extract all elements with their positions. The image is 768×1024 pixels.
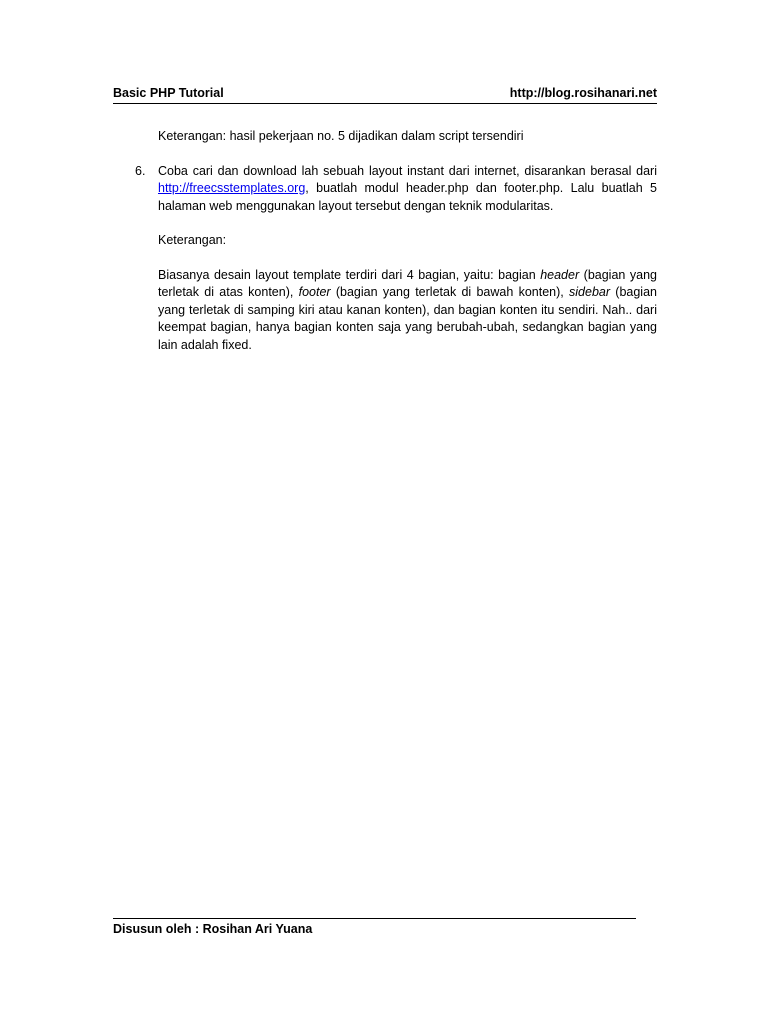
document-title: Basic PHP Tutorial <box>113 86 224 100</box>
header-url: http://blog.rosihanari.net <box>509 86 657 100</box>
freecsstemplates-link[interactable]: http://freecsstemplates.org <box>158 181 306 195</box>
item-number: 6. <box>135 163 146 178</box>
page-content <box>113 128 657 354</box>
item-text-start: Coba cari dan download lah sebuah layout instant dari internet, disarankan berasal dari <box>158 163 657 178</box>
note-text-1: Biasanya desain layout template terdiri dari 4 bagian, yaitu: bagian <box>158 267 541 282</box>
page-header <box>113 86 657 104</box>
term-sidebar: sidebar <box>569 285 611 299</box>
list-item-6 <box>113 163 657 216</box>
term-header: header <box>540 267 580 282</box>
footer-author: Disusun oleh : Rosihan Ari Yuana <box>113 922 313 936</box>
item-text-end: , buatlah modul header.php dan footer.php. Lalu buatlah 5 halaman web menggunakan layout tersebut dengan teknik modularitas. <box>158 181 657 213</box>
note-label: Keterangan: <box>158 233 227 247</box>
note-text-4: (bagian yang terletak di samping kiri atau kanan konten), dan bagian konten itu sendiri. Nah.. dari keempat bagian, hanya bagian konten saja yang berubah-ubah, sedangkan bagian yang lain adalah fixed. <box>158 285 657 352</box>
previous-note: Keterangan: hasil pekerjaan no. 5 dijadikan dalam script tersendiri <box>158 129 524 143</box>
note-paragraph <box>158 267 657 355</box>
item-text <box>158 163 657 216</box>
page-footer <box>113 918 636 936</box>
note-text-3: (bagian yang terletak di bawah konten), <box>330 285 570 299</box>
note-text-2: (bagian yang terletak di atas konten), <box>158 267 657 299</box>
term-footer: footer <box>298 285 331 299</box>
